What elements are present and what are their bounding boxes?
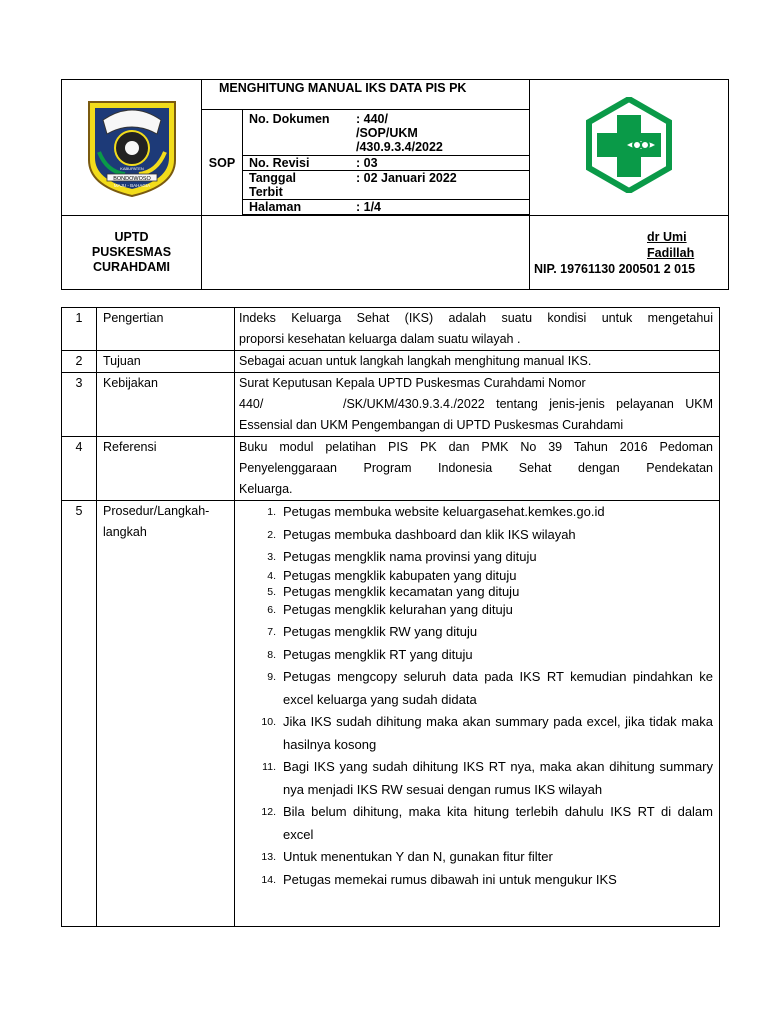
doc-number-label: No. Dokumen [243, 110, 355, 156]
list-item [239, 501, 713, 524]
text-line: proporsi kesehatan keluarga dalam suatu wilayah . [239, 332, 521, 346]
text-line: Indeks Keluarga Sehat (IKS) adalah suatu kondisi untuk mengetahui [239, 311, 713, 325]
blank-cell [202, 216, 530, 290]
org-line-1: UPTD [114, 230, 149, 244]
step-number: 2. [267, 528, 276, 541]
sop-label: SOP [202, 110, 243, 215]
revision-label: No. Revisi [243, 156, 355, 171]
page-value: : 1/4 [354, 200, 529, 215]
list-item [239, 666, 713, 711]
list-item [239, 524, 713, 547]
step-text: Petugas mengcopy seluruh data pada IKS RT kemudian pindahkan ke excel keluarga yang sudah didata [283, 669, 713, 707]
signer-nip: NIP. 19761130 200501 2 015 [534, 261, 696, 276]
emblem-top-text: KABUPATEN [119, 166, 144, 171]
signer-name: dr Umi Fadillah [647, 229, 695, 260]
list-item [239, 801, 713, 846]
row-text [235, 373, 720, 437]
text-line: Surat Keputusan Kepala UPTD Puskesmas Curahdami Nomor [239, 376, 586, 390]
step-number: 14. [261, 873, 276, 886]
step-number: 3. [267, 551, 276, 563]
org-line-3: CURAHDAMI [92, 260, 171, 274]
text-line: Keluarga. [239, 482, 293, 496]
puskesmas-logo-cell [530, 80, 729, 216]
list-item [239, 585, 713, 599]
revision-value: : 03 [354, 156, 529, 171]
table-row [62, 308, 720, 351]
list-item [239, 846, 713, 869]
step-number: 5. [267, 585, 276, 598]
table-row [62, 437, 720, 501]
step-number: 8. [267, 648, 276, 661]
step-text: Petugas memekai rumus dibawah ini untuk mengukur IKS [283, 871, 617, 887]
issue-date-value: : 02 Januari 2022 [354, 171, 529, 200]
row-number: 5 [62, 501, 97, 927]
step-number: 10. [261, 716, 276, 728]
text-line: Buku modul pelatihan PIS PK dan PMK No 39 Tahun 2016 Pedoman [239, 440, 713, 454]
row-label: Kebijakan [97, 373, 235, 437]
step-number: 12. [261, 806, 276, 818]
emblem-name-text: BONDOWOSO [112, 176, 151, 182]
org-line-2: PUSKESMAS [91, 245, 172, 259]
row-number: 2 [62, 351, 97, 373]
list-item [239, 599, 713, 622]
sop-header [61, 79, 729, 290]
row-number: 4 [62, 437, 97, 501]
issue-date-label: Tanggal Terbit [243, 171, 355, 200]
text-line: Penyelenggaraan Program Indonesia Sehat dengan Pendekatan [239, 461, 713, 475]
table-row [62, 351, 720, 373]
step-text: Petugas membuka dashboard dan klik IKS wilayah [283, 526, 576, 542]
list-item [239, 569, 713, 583]
text-line: Essensial dan UKM Pengembangan di UPTD Puskesmas Curahdami [239, 418, 624, 432]
step-text: Petugas mengklik kecamatan yang dituju [283, 583, 520, 599]
step-text: Jika IKS sudah dihitung maka akan summary pada excel, jika tidak maka hasilnya kosong [283, 714, 713, 752]
step-text: Petugas mengklik nama provinsi yang dituju [283, 549, 537, 564]
procedure-steps-list [239, 501, 713, 891]
table-row [62, 373, 720, 437]
step-text: Petugas mengklik kabupaten yang dituju [283, 567, 517, 583]
procedure-steps-cell [235, 501, 720, 927]
step-number: 11. [262, 761, 276, 773]
emblem-motto-text: MAJU - BAHAGIA [113, 183, 150, 188]
step-text: Bila belum dihitung, maka kita hitung terlebih dahulu IKS RT di dalam excel [283, 804, 713, 842]
step-text: Petugas mengklik kelurahan yang dituju [283, 601, 513, 617]
row-text [235, 437, 720, 501]
step-number: 6. [267, 603, 276, 616]
list-item [239, 869, 713, 892]
row-number: 1 [62, 308, 97, 351]
sop-content-table [61, 307, 720, 927]
puskesmas-logo-icon [581, 97, 677, 193]
list-item [239, 644, 713, 667]
row-label: Prosedur/Langkah- langkah [97, 501, 235, 927]
row-label: Referensi [97, 437, 235, 501]
list-item [239, 546, 713, 569]
step-number: 7. [267, 626, 276, 638]
step-number: 13. [261, 851, 276, 863]
list-item [239, 621, 713, 644]
row-label: Tujuan [97, 351, 235, 373]
step-text: Untuk menentukan Y dan N, gunakan fitur filter [283, 849, 553, 864]
organization-name [62, 216, 202, 290]
row-label: Pengertian [97, 308, 235, 351]
page-label: Halaman [243, 200, 355, 215]
list-item [239, 756, 713, 801]
document-meta-cell [202, 110, 530, 216]
bondowoso-emblem-icon [77, 90, 187, 200]
text-line: 440/ /SK/UKM/430.9.3.4./2022 tentang jenis-jenis pelayanan UKM [239, 397, 713, 411]
step-number: 9. [267, 671, 276, 683]
document-title: MENGHITUNG MANUAL IKS DATA PIS PK [202, 80, 530, 110]
row-text [235, 351, 720, 373]
regency-logo-cell [62, 80, 202, 216]
row-text [235, 308, 720, 351]
step-text: Petugas membuka website keluargasehat.kemkes.go.id [283, 504, 605, 519]
signature-block [530, 216, 729, 290]
step-text: Bagi IKS yang sudah dihitung IKS RT nya, maka akan dihitung summary nya menjadi IKS RW sesuai dengan rumus IKS wilayah [283, 759, 713, 797]
list-item [239, 711, 713, 756]
text-line: Sebagai acuan untuk langkah langkah menghitung manual IKS. [239, 354, 592, 368]
table-row [62, 501, 720, 927]
step-text: Petugas mengklik RW yang dituju [283, 624, 478, 639]
doc-number-value: : 440/ /SOP/UKM /430.9.3.4/2022 [354, 110, 529, 156]
document-meta-table [202, 110, 529, 215]
step-number: 1. [267, 506, 276, 518]
step-text: Petugas mengklik RT yang dituju [283, 646, 473, 662]
row-number: 3 [62, 373, 97, 437]
step-number: 4. [267, 569, 276, 582]
